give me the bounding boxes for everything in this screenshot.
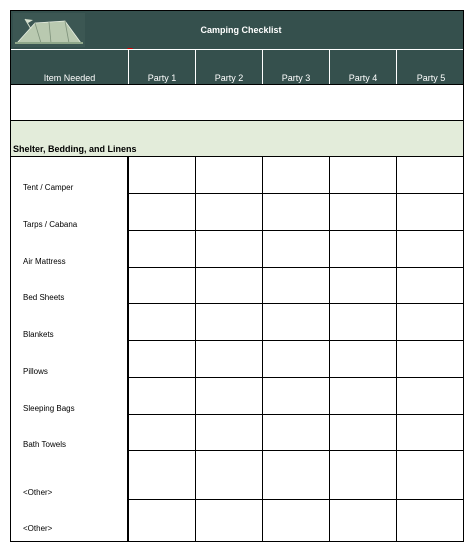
camping-checklist-sheet (10, 10, 464, 542)
checklist-cell-party-5[interactable] (397, 268, 464, 303)
item-label-other-1: <Other> (23, 488, 53, 497)
checklist-cell-party-2[interactable] (196, 415, 262, 450)
checklist-cell-party-5[interactable] (397, 451, 464, 499)
header-item-needed: Item Needed (11, 50, 129, 85)
checklist-cell-party-4[interactable] (330, 304, 396, 340)
checklist-cell-party-5[interactable] (397, 158, 464, 193)
checklist-cell-party-5[interactable] (397, 415, 464, 450)
header-party-2: Party 2 (196, 50, 263, 85)
item-label-other-2: <Other> (23, 524, 53, 533)
header-party-3: Party 3 (263, 50, 330, 85)
checklist-cell-party-5[interactable] (397, 341, 464, 377)
header-party-4: Party 4 (330, 50, 397, 85)
item-label-tarps: Tarps / Cabana (23, 220, 78, 229)
section-header (11, 121, 464, 157)
item-label-sleeping-bags: Sleeping Bags (23, 404, 75, 413)
checklist-cell-party-4[interactable] (330, 341, 396, 377)
checklist-cell-party-1[interactable] (129, 500, 195, 542)
checklist-cell-party-2[interactable] (196, 500, 262, 542)
checklist-cell-party-3[interactable] (263, 231, 329, 267)
checklist-cell-party-5[interactable] (397, 378, 464, 414)
checklist-cell-party-3[interactable] (263, 304, 329, 340)
checklist-cell-party-1[interactable] (129, 451, 195, 499)
checklist-cell-party-4[interactable] (330, 500, 396, 542)
checklist-cell-party-5[interactable] (397, 500, 464, 542)
checklist-cell-party-3[interactable] (263, 500, 329, 542)
checklist-cell-party-3[interactable] (263, 158, 329, 193)
checklist-cell-party-2[interactable] (196, 451, 262, 499)
checklist-cell-party-2[interactable] (196, 341, 262, 377)
checklist-cell-party-1[interactable] (129, 194, 195, 230)
checklist-cell-party-5[interactable] (397, 231, 464, 267)
item-label-bath-towels: Bath Towels (23, 440, 66, 449)
checklist-cell-party-1[interactable] (129, 378, 195, 414)
section-label: Shelter, Bedding, and Linens (13, 144, 137, 154)
checklist-grid (11, 157, 464, 542)
item-label-pillows: Pillows (23, 367, 48, 376)
checklist-cell-party-2[interactable] (196, 158, 262, 193)
header-party-5: Party 5 (416, 73, 446, 83)
checklist-cell-party-3[interactable] (263, 451, 329, 499)
checklist-cell-party-1[interactable] (129, 231, 195, 267)
page-title: Camping Checklist (200, 25, 282, 35)
blank-row[interactable] (11, 84, 464, 121)
checklist-cell-party-4[interactable] (330, 378, 396, 414)
checklist-cell-party-2[interactable] (196, 231, 262, 267)
item-label-tent: Tent / Camper (23, 183, 74, 192)
checklist-cell-party-1[interactable] (129, 268, 195, 303)
checklist-cell-party-4[interactable] (330, 194, 396, 230)
checklist-cell-party-3[interactable] (263, 341, 329, 377)
checklist-cell-party-2[interactable] (196, 378, 262, 414)
item-label-air-mattress: Air Mattress (23, 257, 66, 266)
checklist-cell-party-4[interactable] (330, 415, 396, 450)
checklist-cell-party-3[interactable] (263, 378, 329, 414)
tent-icon (13, 13, 85, 47)
checklist-cell-party-1[interactable] (129, 158, 195, 193)
checklist-cell-party-1[interactable] (129, 304, 195, 340)
checklist-cell-party-3[interactable] (263, 415, 329, 450)
checklist-cell-party-4[interactable] (330, 451, 396, 499)
item-label-blankets: Blankets (23, 330, 54, 339)
checklist-cell-party-2[interactable] (196, 304, 262, 340)
checklist-cell-party-2[interactable] (196, 268, 262, 303)
checklist-cell-party-5[interactable] (397, 194, 464, 230)
title-bar (11, 11, 464, 49)
column-header-row (11, 49, 464, 85)
checklist-cell-party-3[interactable] (263, 194, 329, 230)
checklist-cell-party-4[interactable] (330, 158, 396, 193)
checklist-cell-party-4[interactable] (330, 268, 396, 303)
checklist-cell-party-3[interactable] (263, 268, 329, 303)
header-party-1: Party 1 (129, 50, 196, 85)
checklist-cell-party-5[interactable] (397, 304, 464, 340)
checklist-cell-party-2[interactable] (196, 194, 262, 230)
item-label-bed-sheets: Bed Sheets (23, 293, 65, 302)
checklist-cell-party-1[interactable] (129, 341, 195, 377)
checklist-cell-party-1[interactable] (129, 415, 195, 450)
checklist-cell-party-4[interactable] (330, 231, 396, 267)
